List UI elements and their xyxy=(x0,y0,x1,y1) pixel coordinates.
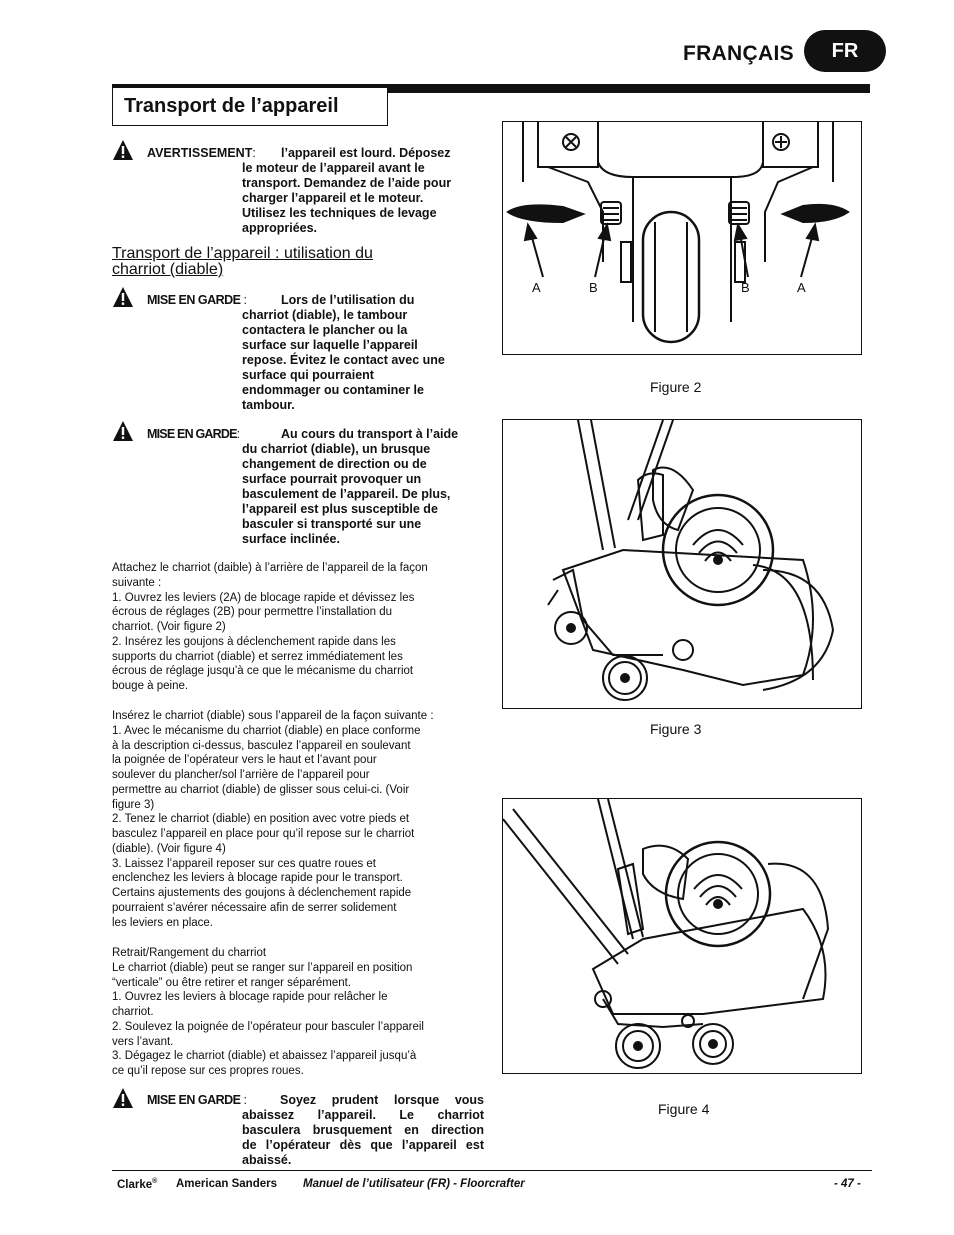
warning-triangle-icon xyxy=(112,1087,134,1109)
warning-1-text: l’appareil est lourd. Déposez le moteur de l’appareil avant le transport. Demandez de l’aide pour charger l’appareil et le moteur. Utilisez les techniques de levage appropriées. xyxy=(242,146,452,235)
footer-rule xyxy=(112,1170,872,1171)
section-title: Transport de l’appareil xyxy=(124,95,339,117)
insert-instructions: Insérez le charriot (diable) sous l’appareil de la façon suivante : 1. Avec le mécanisme du charriot (diable) en place conforme à la description ci-dessus, basculez l’appareil en soulevant la poignée de l’opérateur vers le haut et l’avant pour soulever du plancher/sol l’arrière de l’appareil pour permettre au charriot (diable) de glisser sous celui-ci. (Voir figure 3) 2. Tenez le charriot (diable) en position avec votre pieds et basculez l’appareil en place pour qu’il repose sur le charriot (diable). (Voir figure 4) 3. Laissez l’appareil reposer sur ces quatre roues et enclenchez les leviers à blocage rapide pour le transport. Certains ajustements des goujons à déclenchement rapide pourraient s’avérer nécessaire afin de serrer solidement les leviers en place. xyxy=(112,710,434,929)
figure-2-label-b-right: B xyxy=(741,280,750,295)
language-label: FRANÇAIS xyxy=(683,42,794,65)
warning-triangle-icon xyxy=(112,139,134,161)
warning-triangle-icon xyxy=(112,420,134,442)
figure-4-image xyxy=(502,798,862,1074)
footer-company: American Sanders xyxy=(176,1178,277,1190)
warning-1-label: AVERTISSEMENT: xyxy=(147,146,256,160)
warning-4-text: Soyez prudent lorsque vous abaissez l’appareil. Le charriot basculera brusquement en direction de l’opérateur dès que l’appareil est abaissé. xyxy=(242,1093,484,1167)
section-title-box xyxy=(112,88,388,126)
figure-4-caption: Figure 4 xyxy=(658,1101,710,1117)
footer-page-number: - 47 - xyxy=(834,1178,861,1190)
language-badge: FR xyxy=(804,30,886,72)
warning-2-label: MISE EN GARDE : xyxy=(147,293,247,307)
figure-2-image xyxy=(502,121,862,355)
footer-brand: Clarke® xyxy=(117,1178,158,1191)
storage-instructions: Retrait/Rangement du charriot Le charriot (diable) peut se ranger sur l’appareil en position “verticale” ou être retirer et ranger séparément. 1. Ouvrez les leviers à blocage rapide pour relâcher le charriot. 2. Soulevez la poignée de l’opérateur pour basculer l’appareil vers l’avant. 3. Dégagez le charriot (diable) et abaissez l’appareil jusqu’à ce qu’il repose sur ces propres roues. xyxy=(112,947,424,1077)
figure-2-label-b-left: B xyxy=(589,280,598,295)
footer-manual-title: Manuel de l’utilisateur (FR) - Floorcrafter xyxy=(303,1178,525,1190)
subheading: Transport de l’appareil : utilisation du charriot (diable) xyxy=(112,245,373,278)
warning-2-text: Lors de l’utilisation du charriot (diable), le tambour contactera le plancher ou la surface sur laquelle l’appareil repose. Évitez le contact avec une surface qui pourraient endommager ou contaminer le tambour. xyxy=(242,293,445,412)
figure-2-label-a-right: A xyxy=(797,280,806,295)
warning-3-label: MISE EN GARDE: xyxy=(147,427,240,441)
figure-3-image xyxy=(502,419,862,709)
warning-3-text: Au cours du transport à l’aide du charriot (diable), un brusque changement de direction ou de surface pourrait provoquer un basculement de l’appareil. De plus, l’appareil est plus susceptible de basculer si transporté sur une surface inclinée. xyxy=(242,427,459,546)
warning-triangle-icon xyxy=(112,286,134,308)
figure-2-caption: Figure 2 xyxy=(650,379,702,395)
figure-3-caption: Figure 3 xyxy=(650,721,702,737)
attach-instructions: Attachez le charriot (daible) à l’arrière de l’appareil de la façon suivante : 1. Ouvrez les leviers (2A) de blocage rapide et dévissez les écrous de réglages (2B) pour permettre l’installation du charriot. (Voir figure 2) 2. Insérez les goujons à déclenchement rapide dans les supports du charriot (diable) et serrez immédiatement les écrous de réglage jusqu’à ce que le mécanisme du charriot bouge à peine. xyxy=(112,562,428,692)
figure-2-label-a-left: A xyxy=(532,280,541,295)
warning-4-label: MISE EN GARDE : xyxy=(147,1093,247,1107)
